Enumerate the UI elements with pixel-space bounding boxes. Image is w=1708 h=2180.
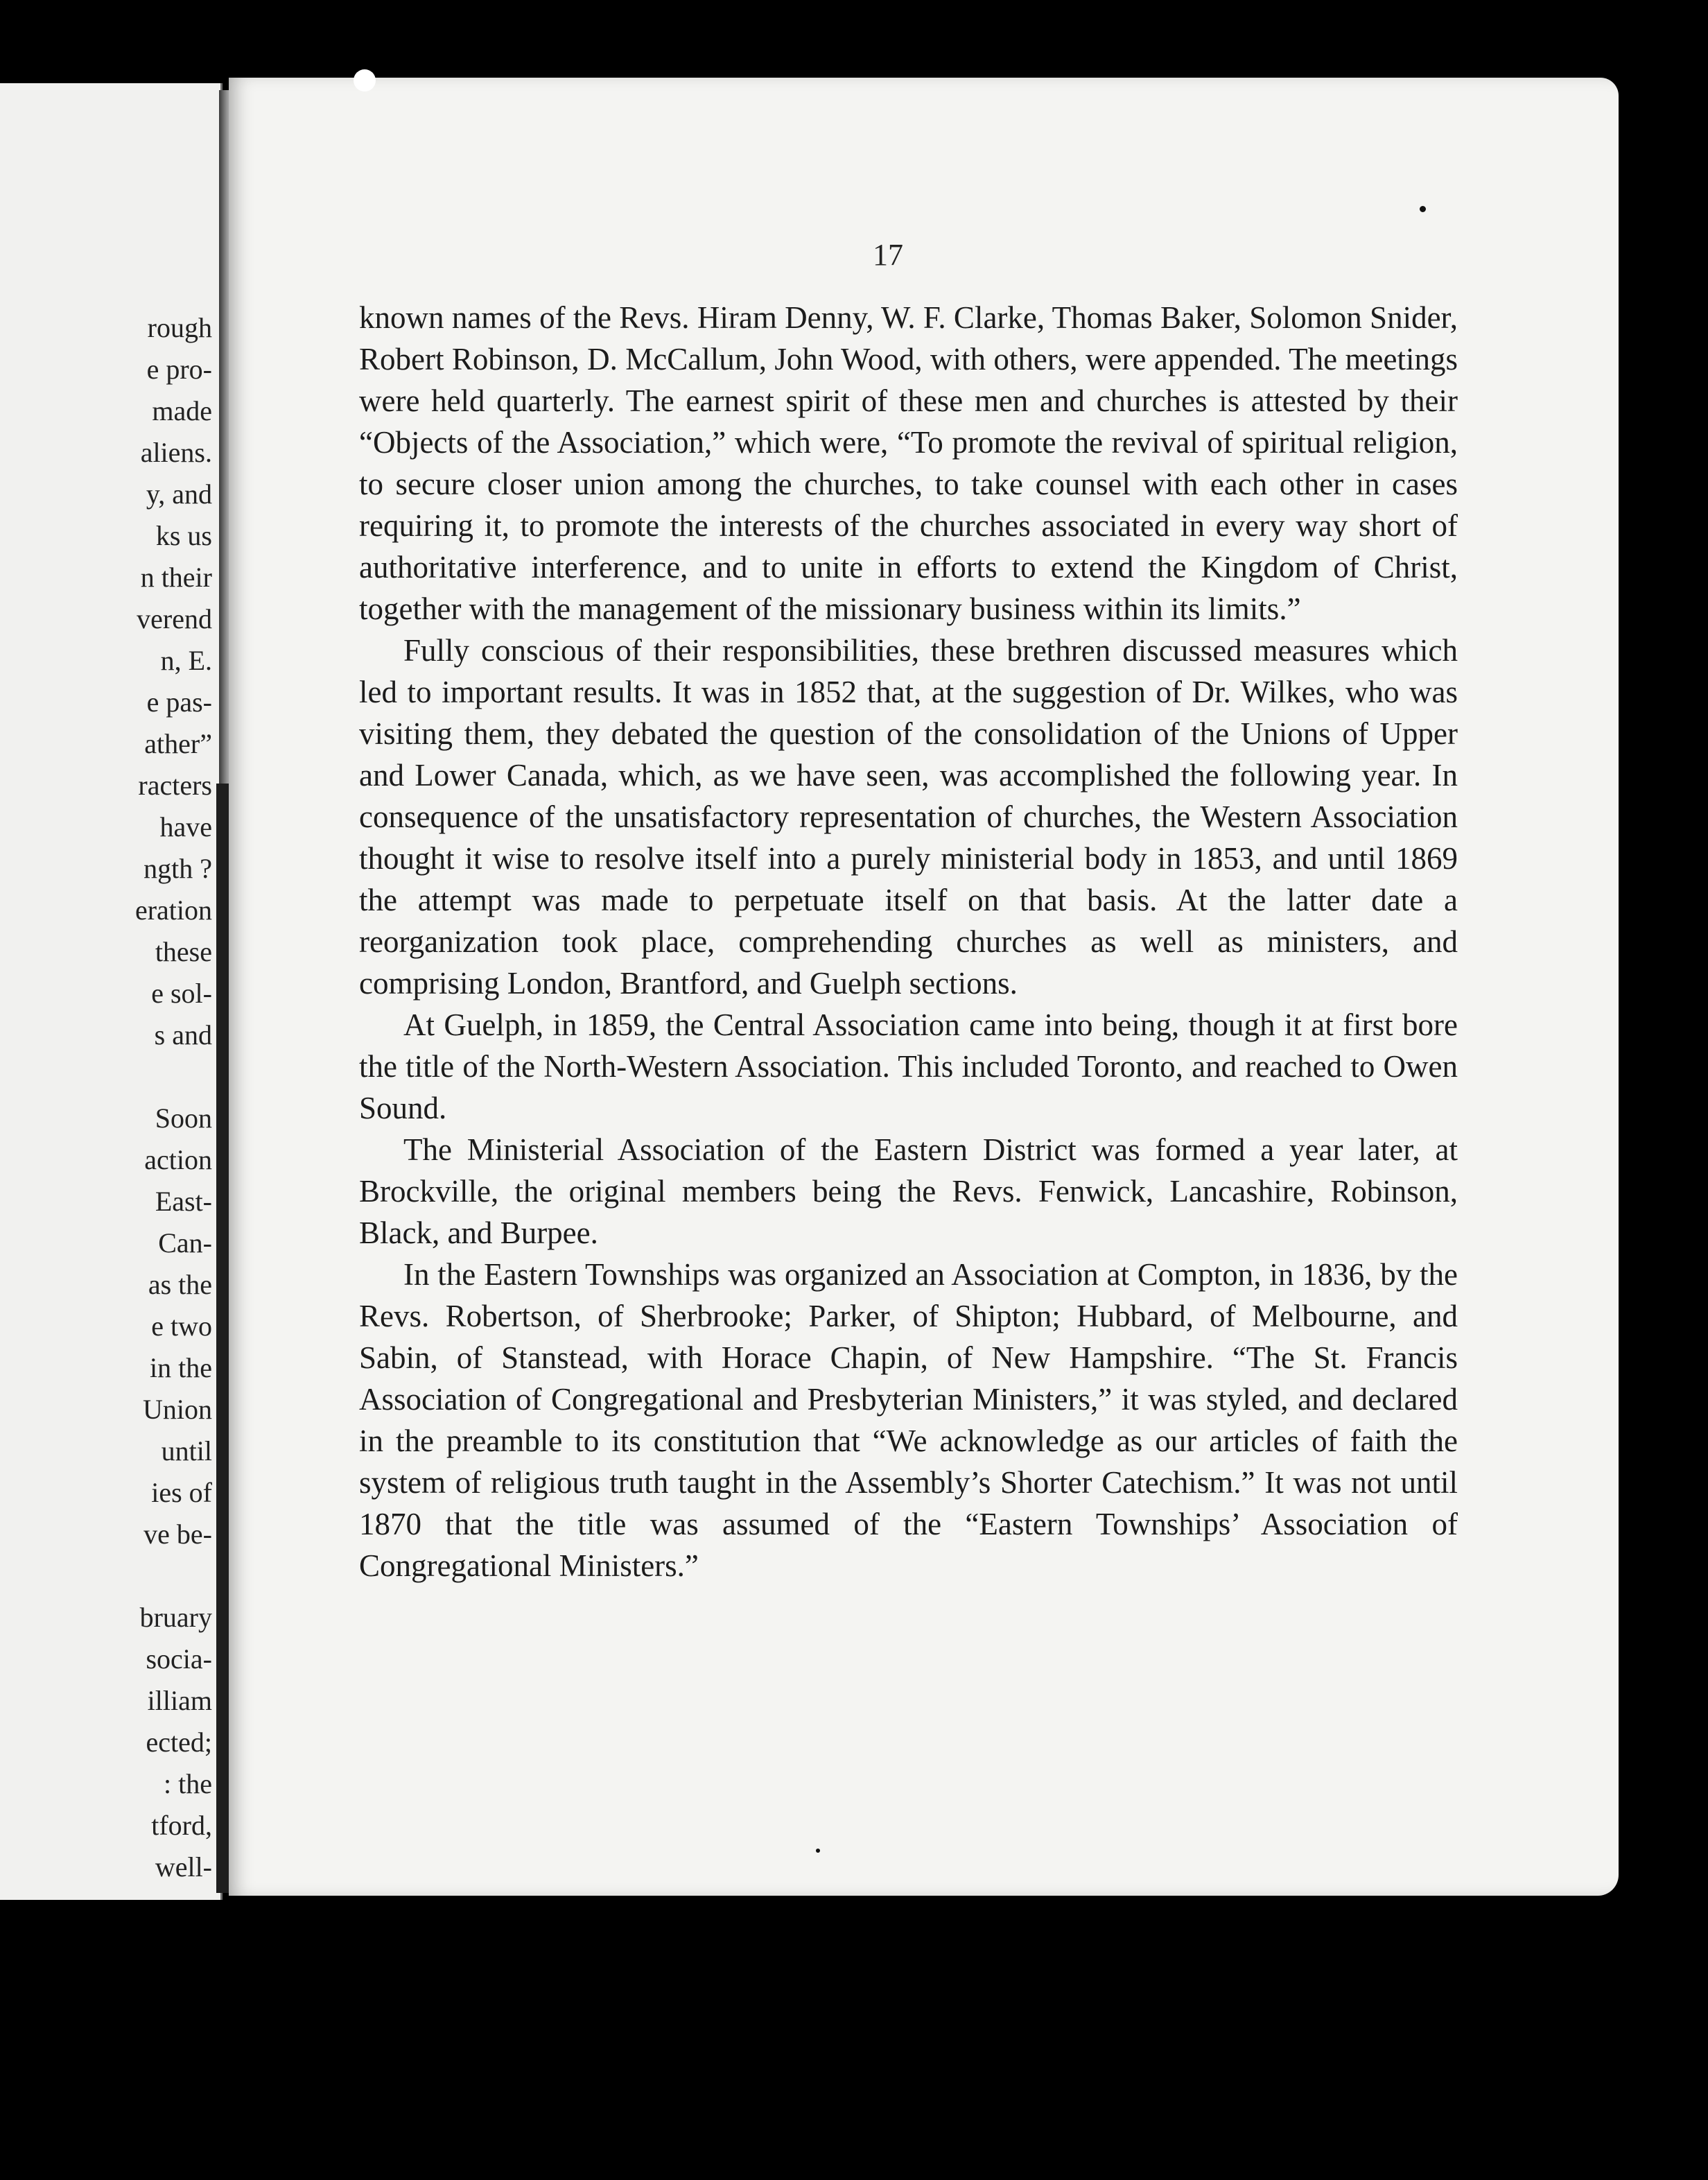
left-page-fragment: well- xyxy=(155,1851,212,1883)
left-page-fragment: ngth ? xyxy=(143,853,212,884)
left-page-fragment: in the xyxy=(150,1352,212,1383)
left-page-fragment: verend xyxy=(137,603,212,634)
page-number: 17 xyxy=(873,238,903,272)
paragraph: Fully conscious of their responsibilities, these brethren discussed measures which led to important results. It was in 1852 that, at the suggestion of Dr. Wilkes, who was visiting them, they debated the question of the consolidation of the Unions of Upper and Lower Canada, which, as we have seen, was accomplished the following year. In consequence of the unsatisfactory representation of churches, the Western Association thought it wise to resolve itself into a purely ministerial body in 1853, and until 1869 the attempt was made to perpetuate itself on that basis. At the latter date a reorganization took place, comprehending churches as well as ministers, and comprising London, Brantford, and Guelph sections. xyxy=(359,633,1458,1001)
left-page-fragment: action xyxy=(144,1144,212,1175)
left-page-fragment: ve be- xyxy=(143,1519,212,1550)
binding-shadow xyxy=(216,784,229,1893)
left-page-fragment: made xyxy=(152,395,212,426)
left-page-fragment: e pas- xyxy=(146,686,212,718)
paragraph: The Ministerial Association of the Eastern District was formed a year later, at Brockville, the original members being the Revs. Fenwick, Lancashire, Robinson, Black, and Burpee. xyxy=(359,1132,1458,1250)
left-page-fragment: n their xyxy=(140,562,212,593)
left-page-fragment: tford, xyxy=(151,1810,212,1841)
left-page-fragment: n, E. xyxy=(160,645,212,676)
left-page-fragment: illiam xyxy=(147,1685,212,1716)
left-page-fragment: aliens. xyxy=(140,437,212,468)
left-page-fragment: : the xyxy=(164,1768,212,1799)
previous-page xyxy=(0,83,223,1900)
left-page-fragment: these xyxy=(155,936,212,967)
left-page-fragment: s and xyxy=(154,1019,212,1050)
left-page-fragment: Union xyxy=(143,1394,212,1425)
paragraph: At Guelph, in 1859, the Central Association came into being, though it at first bore the title of the North-Western Association. This included Toronto, and reached to Owen Sound. xyxy=(359,1007,1458,1125)
ink-speck xyxy=(1420,206,1426,212)
left-page-fragment: as the xyxy=(148,1269,212,1300)
left-page-fragment: until xyxy=(161,1435,212,1467)
left-page-fragment: ies of xyxy=(151,1477,212,1508)
left-page-fragment: Soon xyxy=(155,1102,212,1134)
left-page-fragment: have xyxy=(159,811,212,842)
paragraph: known names of the Revs. Hiram Denny, W. F. Clarke, Thomas Baker, Solomon Snider, Robert Robinson, D. McCallum, John Wood, with others, were appended. The meetings were held quarterly. The earnest spirit of these men and churches is attested by their “Objects of the Association,” which were, “To promote the revival of spiritual religion, to secure closer union among the churches, to take counsel with each other in cases requiring it, to promote the interests of the churches associated in every way short of authoritative interference, and to unite in efforts to extend the Kingdom of Christ, together with the management of the missionary business within its limits.” xyxy=(359,300,1458,626)
scan-artifact xyxy=(354,69,376,92)
left-page-fragment: eration xyxy=(134,894,212,926)
left-page-fragment: Can- xyxy=(158,1227,212,1258)
left-page-fragment: East- xyxy=(155,1186,212,1217)
left-page-fragment: ected; xyxy=(146,1727,212,1758)
left-page-fragment: e two xyxy=(151,1310,212,1342)
left-page-fragment: bruary xyxy=(139,1602,212,1633)
left-page-fragment: ks us xyxy=(155,520,212,551)
paragraph: In the Eastern Townships was organized an Association at Compton, in 1836, by the Revs. Robertson, of Sherbrooke; Parker, of Shipton; Hubbard, of Melbourne, and Sabin, of Stanstead, with Horace Chapin, of New Hampshire. “The St. Francis Association of Congregational and Presbyterian Ministers,” it was styled, and declared in the preamble to its constitution that “We acknowledge as our articles of faith the system of religious truth taught in the Assembly’s Shorter Catechism.” It was not until 1870 that the title was assumed of the “Eastern Townships’ Association of Congregational Ministers.” xyxy=(359,1257,1458,1583)
left-page-fragment: e pro- xyxy=(146,354,212,385)
left-page-fragment: ather” xyxy=(144,728,212,759)
left-page-fragment: e sol- xyxy=(151,978,212,1009)
page-body xyxy=(359,297,1458,1586)
book-page xyxy=(229,78,1619,1896)
left-page-fragment: y, and xyxy=(146,478,212,510)
left-page-fragment: rough xyxy=(147,312,212,343)
left-page-fragment: racters xyxy=(138,770,212,801)
left-page-fragment: socia- xyxy=(146,1643,212,1675)
ink-speck xyxy=(816,1849,820,1853)
